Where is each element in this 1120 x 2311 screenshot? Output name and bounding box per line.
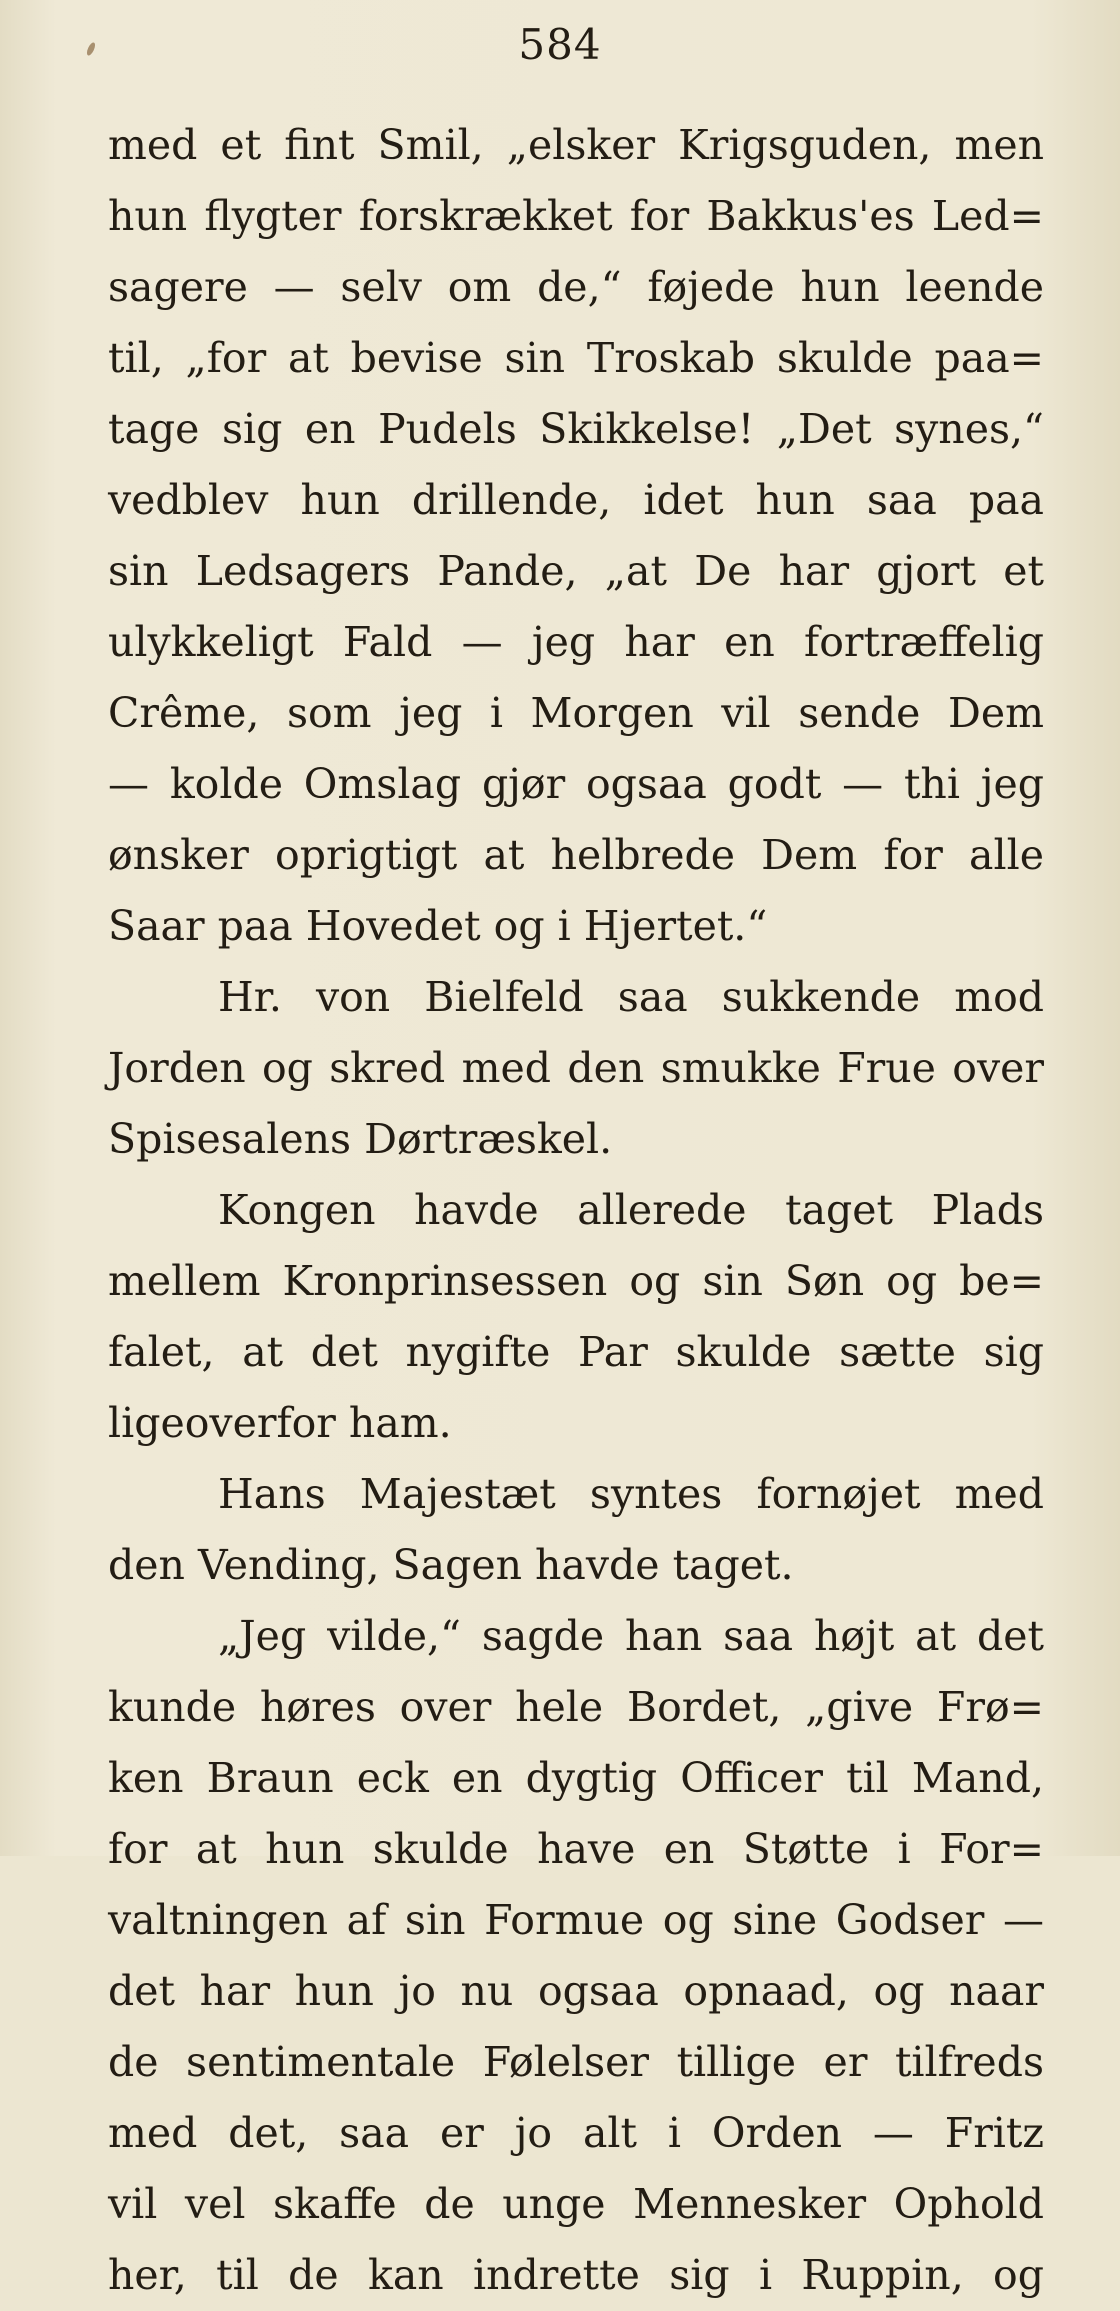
text-line: hun flygter forskrækket for Bakkus'es Led=: [108, 192, 1044, 240]
text-line: valtningen af sin Formue og sine Godser —: [108, 1896, 1044, 1944]
text-line: kunde høres over hele Bordet, „give Frø=: [108, 1683, 1044, 1731]
text-line: med det, saa er jo alt i Orden — Fritz: [108, 2109, 1044, 2157]
text-line: — kolde Omslag gjør ogsaa godt — thi jeg: [108, 760, 1044, 808]
text-line: Kongen havde allerede taget Plads: [218, 1186, 1044, 1234]
text-line: for at hun skulde have en Støtte i For=: [108, 1825, 1044, 1873]
text-line: ligeoverfor ham.: [108, 1399, 452, 1447]
text-line: „Jeg vilde,“ sagde han saa højt at det: [218, 1612, 1044, 1660]
text-line: ulykkeligt Fald — jeg har en fortræffelig: [108, 618, 1044, 666]
text-line: Jorden og skred med den smukke Frue over: [108, 1044, 1044, 1092]
text-line: Spisesalens Dørtræskel.: [108, 1115, 613, 1163]
text-line: vil vel skaffe de unge Mennesker Ophold: [108, 2180, 1044, 2228]
text-line: det har hun jo nu ogsaa opnaad, og naar: [108, 1967, 1044, 2015]
text-line: de sentimentale Følelser tillige er tilfreds: [108, 2038, 1044, 2086]
text-line: til, „for at bevise sin Troskab skulde paa=: [108, 334, 1044, 382]
text-line: Hans Majestæt syntes fornøjet med: [218, 1470, 1044, 1518]
text-line: falet, at det nygifte Par skulde sætte sig: [108, 1328, 1044, 1376]
text-line: her, til de kan indrette sig i Ruppin, og: [108, 2251, 1044, 2299]
text-line: Crême, som jeg i Morgen vil sende Dem: [108, 689, 1044, 737]
page-number: 584: [518, 20, 602, 69]
text-line: ønsker oprigtigt at helbrede Dem for alle: [108, 831, 1044, 879]
text-line: vedblev hun drillende, idet hun saa paa: [108, 476, 1044, 524]
text-line: ken Braun eck en dygtig Officer til Mand,: [108, 1754, 1044, 1802]
text-line: Saar paa Hovedet og i Hjertet.“: [108, 902, 768, 950]
text-line: sagere — selv om de,“ føjede hun leende: [108, 263, 1044, 311]
text-line: tage sig en Pudels Skikkelse! „Det synes,“: [108, 405, 1044, 453]
text-line: sin Ledsagers Pande, „at De har gjort et: [108, 547, 1044, 595]
text-line: med et fint Smil, „elsker Krigsguden, men: [108, 121, 1044, 169]
text-line: mellem Kronprinsessen og sin Søn og be=: [108, 1257, 1044, 1305]
text-line: Hr. von Bielfeld saa sukkende mod: [218, 973, 1044, 1021]
text-line: den Vending, Sagen havde taget.: [108, 1541, 794, 1589]
body-text: [108, 110, 1044, 2311]
